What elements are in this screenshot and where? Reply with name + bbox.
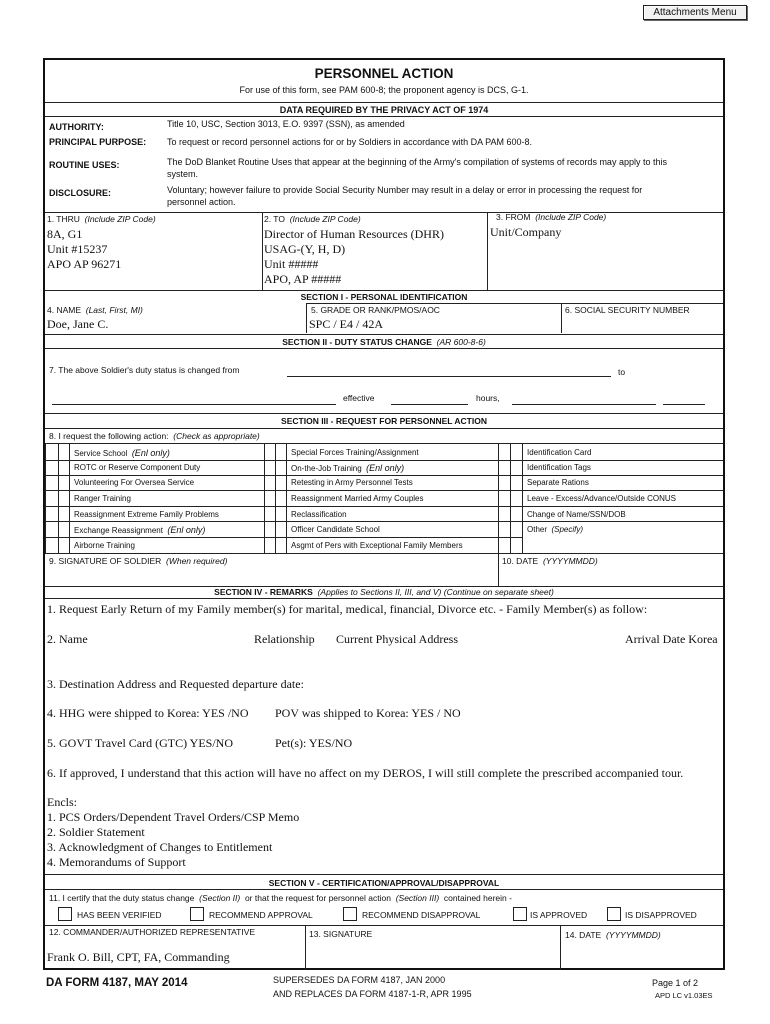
remark-5a: 5. GOVT Travel Card (GTC) YES/NO [47, 736, 233, 750]
form-title: PERSONNEL ACTION [314, 66, 454, 81]
action-item[interactable]: Identification Tags [527, 463, 591, 472]
to-line: USAG-(Y, H, D) [264, 242, 346, 256]
from-label: 3. FROM [496, 212, 531, 222]
approval-date-label: 14. DATE [565, 930, 602, 940]
name-hint: (Last, First, MI) [85, 305, 143, 315]
thru-line: APO AP 96271 [47, 257, 122, 271]
authority-label: AUTHORITY: [49, 122, 104, 132]
approved-label: IS APPROVED [530, 910, 588, 920]
encl-line: 3. Acknowledgment of Changes to Entitlement [47, 840, 273, 854]
disclosure-label: DISCLOSURE: [49, 188, 112, 198]
ssn-field[interactable] [563, 305, 721, 332]
remarks-area[interactable] [47, 600, 723, 872]
request-date-label: 10. DATE [502, 556, 539, 566]
section3-heading: SECTION III - REQUEST FOR PERSONNEL ACTION [281, 416, 487, 426]
action-item[interactable]: Retesting in Army Personnel Tests [291, 478, 413, 487]
authority-text: Title 10, USC, Section 3013, E.O. 9397 (SSN), as amended [167, 119, 405, 129]
action-item[interactable]: Officer Candidate School [291, 525, 380, 534]
thru-label: 1. THRU [47, 214, 80, 224]
to-label: 2. TO [264, 214, 285, 224]
remark-6: 6. If approved, I understand that this action will have no affect on my DEROS, I will still complete the prescribed accompanied tour. [47, 766, 684, 780]
encl-line: 4. Memorandums of Support [47, 855, 186, 869]
name-value: Doe, Jane C. [47, 317, 109, 331]
disapproved-label: IS DISAPPROVED [625, 910, 697, 920]
request-line: 8. I request the following action: (Check as appropriate) [49, 431, 260, 441]
signature-field[interactable] [309, 929, 557, 967]
section1-heading: SECTION I - PERSONAL IDENTIFICATION [300, 292, 468, 302]
version-label: APD LC v1.03ES [655, 991, 713, 1000]
form-subtitle: For use of this form, see PAM 600-8; the proponent agency is DCS, G-1. [239, 85, 529, 95]
disclosure-text: Voluntary; however failure to provide Social Security Number may result in a delay or error in processing the request for personnel action. [167, 185, 643, 207]
remark-col-relationship: Relationship [254, 632, 315, 646]
name-label: 4. NAME [47, 305, 82, 315]
soldier-signature-field[interactable]: 9. SIGNATURE OF SOLDIER (When required) [49, 556, 228, 566]
recommend-approval-checkbox[interactable] [190, 907, 204, 921]
section5-heading: SECTION V - CERTIFICATION/APPROVAL/DISAPPROVAL [268, 878, 500, 888]
commander-field[interactable] [47, 927, 302, 969]
signature-label: 13. SIGNATURE [309, 929, 373, 939]
effective-word: effective [343, 393, 375, 403]
action-item[interactable]: Service School (Enl only) [74, 448, 170, 458]
request-date-field[interactable]: 10. DATE (YYYYMMDD) [502, 556, 598, 566]
name-field[interactable] [47, 305, 303, 332]
commander-value: Frank O. Bill, CPT, FA, Commanding [47, 950, 230, 964]
remark-5b: Pet(s): YES/NO [275, 736, 353, 750]
thru-block[interactable] [47, 214, 259, 288]
action-item[interactable]: Ranger Training [74, 494, 131, 503]
remark-col-name: 2. Name [47, 632, 88, 646]
action-item[interactable]: Change of Name/SSN/DOB [527, 510, 626, 519]
routine-uses-text: The DoD Blanket Routine Uses that appear at the beginning of the Army's compilation of systems of records may apply to this system. [167, 157, 667, 179]
supersedes-line-2: AND REPLACES DA FORM 4187-1-R, APR 1995 [273, 989, 472, 999]
action-item[interactable]: Exchange Reassignment (Enl only) [74, 525, 206, 535]
action-item[interactable]: Separate Rations [527, 478, 589, 487]
action-item[interactable]: Reassignment Married Army Couples [291, 494, 424, 503]
action-item[interactable]: ROTC or Reserve Component Duty [74, 463, 201, 472]
to-line: APO, AP ##### [264, 272, 342, 286]
section4-heading: SECTION IV - REMARKS (Applies to Sections II, III, and V) (Continue on separate sheet) [214, 587, 554, 597]
to-hint: (Include ZIP Code) [289, 214, 361, 224]
principal-purpose-label: PRINCIPAL PURPOSE: [49, 137, 147, 147]
action-item[interactable]: Reassignment Extreme Family Problems [74, 510, 219, 519]
to-line: Unit ##### [264, 257, 319, 271]
action-item[interactable]: Airborne Training [74, 541, 135, 550]
page-number: Page 1 of 2 [652, 978, 699, 988]
remark-3: 3. Destination Address and Requested departure date: [47, 677, 304, 691]
action-item[interactable]: Leave - Excess/Advance/Outside CONUS [527, 494, 676, 503]
effective-date-field[interactable] [391, 393, 468, 405]
privacy-heading: DATA REQUIRED BY THE PRIVACY ACT OF 1974 [279, 105, 489, 115]
verified-label: HAS BEEN VERIFIED [77, 910, 162, 920]
extra-field[interactable] [663, 393, 705, 405]
encl-line: 1. PCS Orders/Dependent Travel Orders/CSP Memo [47, 810, 300, 824]
action-item[interactable]: Other (Specify) [527, 525, 584, 534]
soldier-signature-label: 9. SIGNATURE OF SOLDIER [49, 556, 162, 566]
to-line: Director of Human Resources (DHR) [264, 227, 444, 241]
remark-4b: POV was shipped to Korea: YES / NO [275, 706, 461, 720]
encl-line: 2. Soldier Statement [47, 825, 145, 839]
action-item[interactable]: Asgmt of Pers with Exceptional Family Members [291, 541, 463, 550]
verified-checkbox[interactable] [58, 907, 72, 921]
status-to-field[interactable] [52, 393, 336, 405]
to-word: to [618, 367, 626, 377]
approval-date-field[interactable]: 14. DATE (YYYYMMDD) [565, 930, 661, 940]
from-block[interactable] [490, 212, 720, 286]
thru-line: 8A, G1 [47, 227, 83, 241]
from-line: Unit/Company [490, 225, 562, 239]
thru-hint: (Include ZIP Code) [84, 214, 156, 224]
ssn-label: 6. SOCIAL SECURITY NUMBER [565, 305, 690, 315]
grade-field[interactable] [309, 305, 559, 332]
from-hint: (Include ZIP Code) [535, 212, 607, 222]
hours-word: hours, [476, 393, 500, 403]
supersedes-line-1: SUPERSEDES DA FORM 4187, JAN 2000 [273, 975, 446, 985]
encl-line: Encls: [47, 795, 77, 809]
status-from-field[interactable] [287, 364, 611, 377]
disapproved-checkbox[interactable] [607, 907, 621, 921]
duty-status-text: 7. The above Soldier's duty status is changed from [49, 365, 240, 375]
commander-label: 12. COMMANDER/AUTHORIZED REPRESENTATIVE [49, 927, 256, 937]
action-item[interactable]: Identification Card [527, 448, 592, 457]
action-item[interactable]: Volunteering For Oversea Service [74, 478, 195, 487]
hours-field[interactable] [512, 393, 656, 405]
grade-label: 5. GRADE OR RANK/PMOS/AOC [311, 305, 440, 315]
remark-1: 1. Request Early Return of my Family member(s) for marital, medical, financial, Divorce etc. - Family Member(s) as follow: [47, 602, 648, 616]
section2-heading: SECTION II - DUTY STATUS CHANGE (AR 600-8-6) [282, 337, 486, 347]
recommend-approval-label: RECOMMEND APPROVAL [209, 910, 313, 920]
action-item[interactable]: On-the-Job Training (Enl only) [291, 463, 405, 473]
certify-line: 11. I certify that the duty status change (Section II) or that the request for personnel action (Section III) contained herein - [49, 893, 512, 903]
routine-uses-label: ROUTINE USES: [49, 160, 120, 170]
action-item[interactable]: Reclassification [291, 510, 347, 519]
recommend-disapproval-label: RECOMMEND DISAPPROVAL [362, 910, 481, 920]
remark-4a: 4. HHG were shipped to Korea: YES /NO [47, 706, 249, 720]
grade-value: SPC / E4 / 42A [309, 317, 384, 331]
principal-purpose-text: To request or record personnel actions for or by Soldiers in accordance with DA PAM 600-8. [167, 137, 533, 147]
remark-col-arrival: Arrival Date Korea [625, 632, 718, 646]
approved-checkbox[interactable] [513, 907, 527, 921]
action-item[interactable]: Special Forces Training/Assignment [291, 448, 419, 457]
attachments-menu-button[interactable]: Attachments Menu [643, 5, 747, 20]
recommend-disapproval-checkbox[interactable] [343, 907, 357, 921]
remark-col-address: Current Physical Address [336, 632, 458, 646]
to-block[interactable] [264, 214, 484, 288]
thru-line: Unit #15237 [47, 242, 108, 256]
form-number: DA FORM 4187, MAY 2014 [46, 977, 188, 989]
